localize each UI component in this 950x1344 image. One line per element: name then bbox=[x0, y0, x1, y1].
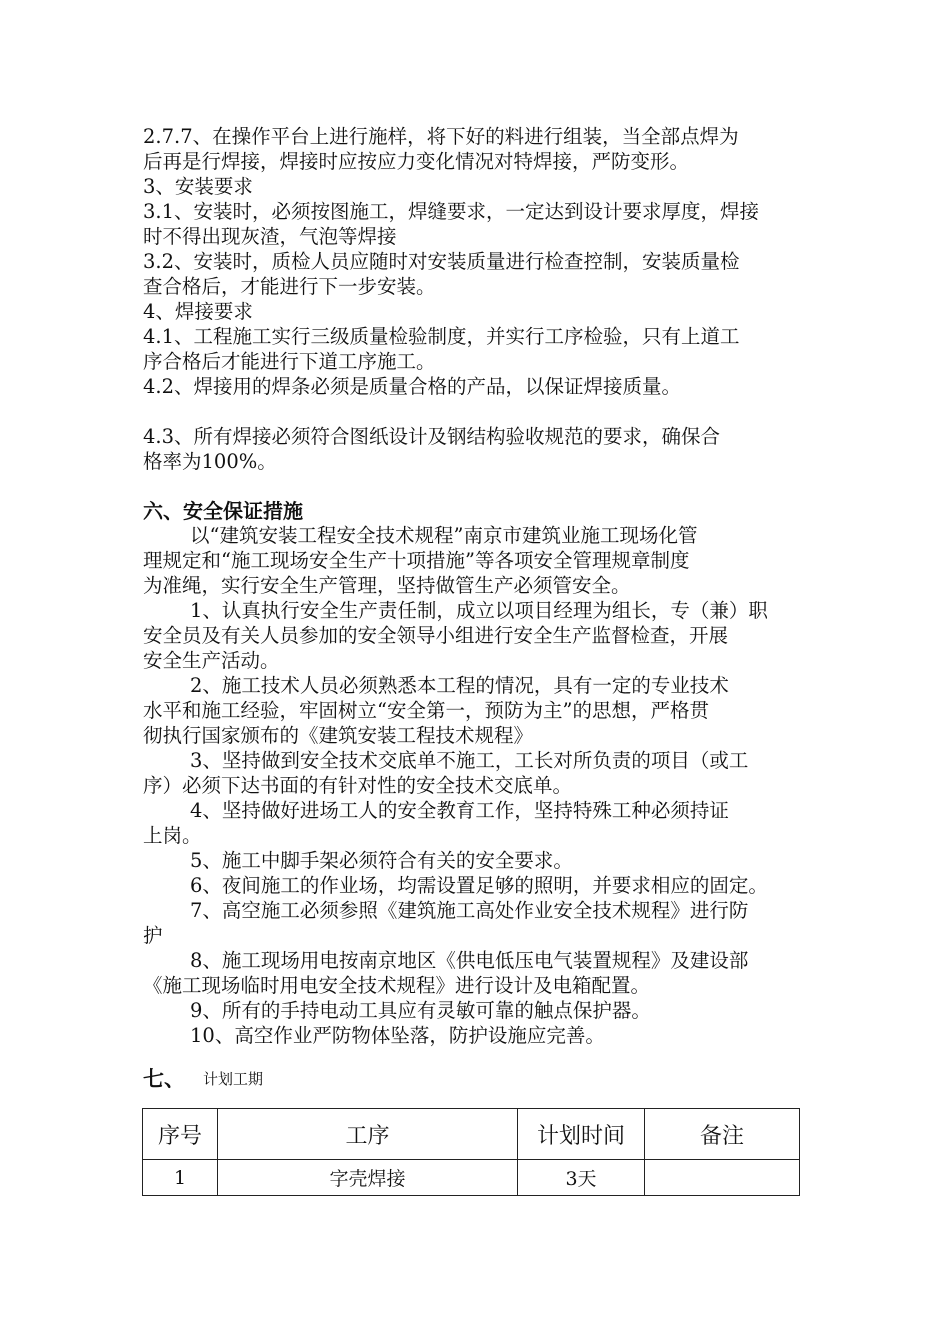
body-line: 4.1、工程施工实行三级质量检验制度，并实行工序检验，只有上道工 bbox=[143, 325, 740, 348]
body-line: 以“建筑安装工程安全技术规程”南京市建筑业施工现场化管 bbox=[190, 524, 698, 547]
body-line: 5、施工中脚手架必须符合有关的安全要求。 bbox=[190, 849, 573, 872]
section-heading-safety: 六、安全保证措施 bbox=[143, 499, 303, 523]
table-row bbox=[143, 1160, 800, 1196]
body-line: 安全员及有关人员参加的安全领导小组进行安全生产监督检查，开展 bbox=[143, 624, 729, 647]
header-remarks: 备注 bbox=[645, 1109, 800, 1160]
cell-remarks bbox=[645, 1160, 800, 1196]
body-line: 水平和施工经验，牢固树立“安全第一，预防为主”的思想，严格贯 bbox=[143, 699, 709, 722]
body-line: 4.2、焊接用的焊条必须是质量合格的产品，以保证焊接质量。 bbox=[143, 375, 682, 398]
body-line: 4、坚持做好进场工人的安全教育工作，坚持特殊工种必须持证 bbox=[190, 799, 729, 822]
body-line: 4.3、所有焊接必须符合图纸设计及钢结构验收规范的要求，确保合 bbox=[143, 425, 721, 448]
body-line: 序）必须下达书面的有针对性的安全技术交底单。 bbox=[143, 774, 573, 797]
body-line: 2.7.7、在操作平台上进行施样，将下好的料进行组装，当全部点焊为 bbox=[143, 125, 739, 148]
body-line: 2、施工技术人员必须熟悉本工程的情况，具有一定的专业技术 bbox=[190, 674, 729, 697]
body-line: 3、坚持做到安全技术交底单不施工，工长对所负责的项目（或工 bbox=[190, 749, 749, 772]
body-line: 8、施工现场用电按南京地区《供电低压电气装置规程》及建设部 bbox=[190, 949, 749, 972]
body-line: 7、高空施工必须参照《建筑施工高处作业安全技术规程》进行防 bbox=[190, 899, 749, 922]
body-line: 《施工现场临时用电安全技术规程》进行设计及电箱配置。 bbox=[143, 974, 651, 997]
body-line: 时不得出现灰渣，气泡等焊接 bbox=[143, 225, 397, 248]
body-line: 格率为100%。 bbox=[143, 450, 277, 473]
schedule-table bbox=[142, 1108, 800, 1196]
header-planned-time: 计划时间 bbox=[518, 1109, 645, 1160]
body-line: 安全生产活动。 bbox=[143, 649, 280, 672]
body-line: 序合格后才能进行下道工序施工。 bbox=[143, 350, 436, 373]
body-line: 理规定和“施工现场安全生产十项措施”等各项安全管理规章制度 bbox=[143, 549, 690, 572]
section-title: 计划工期 bbox=[203, 1070, 264, 1088]
body-line: 6、夜间施工的作业场，均需设置足够的照明，并要求相应的固定。 bbox=[190, 874, 768, 897]
body-line: 后再是行焊接，焊接时应按应力变化情况对特焊接，严防变形。 bbox=[143, 150, 690, 173]
body-line: 3.2、安装时，质检人员应随时对安装质量进行检查控制，安装质量检 bbox=[143, 250, 740, 273]
body-line: 护 bbox=[143, 924, 163, 947]
body-line: 查合格后，才能进行下一步安装。 bbox=[143, 275, 436, 298]
cell-process: 字壳焊接 bbox=[218, 1160, 518, 1196]
header-index: 序号 bbox=[143, 1109, 218, 1160]
table-header-row bbox=[143, 1109, 800, 1160]
cell-index: 1 bbox=[143, 1160, 218, 1196]
body-line: 上岗。 bbox=[143, 824, 202, 847]
header-process: 工序 bbox=[218, 1109, 518, 1160]
section-heading-schedule bbox=[143, 1063, 263, 1093]
body-line: 10、高空作业严防物体坠落，防护设施应完善。 bbox=[190, 1024, 605, 1047]
cell-planned-time: 3天 bbox=[518, 1160, 645, 1196]
body-line: 彻执行国家颁布的《建筑安装工程技术规程》 bbox=[143, 724, 534, 747]
body-line: 9、所有的手持电动工具应有灵敏可靠的触点保护器。 bbox=[190, 999, 651, 1022]
body-line: 1、认真执行安全生产责任制，成立以项目经理为组长，专（兼）职 bbox=[190, 599, 768, 622]
subheading-welding: 4、焊接要求 bbox=[143, 300, 253, 323]
body-line: 3.1、安装时，必须按图施工，焊缝要求，一定达到设计要求厚度，焊接 bbox=[143, 200, 760, 223]
subheading-install: 3、安装要求 bbox=[143, 175, 253, 198]
body-line: 为准绳，实行安全生产管理，坚持做管生产必须管安全。 bbox=[143, 574, 631, 597]
section-number: 七、 bbox=[143, 1067, 185, 1091]
